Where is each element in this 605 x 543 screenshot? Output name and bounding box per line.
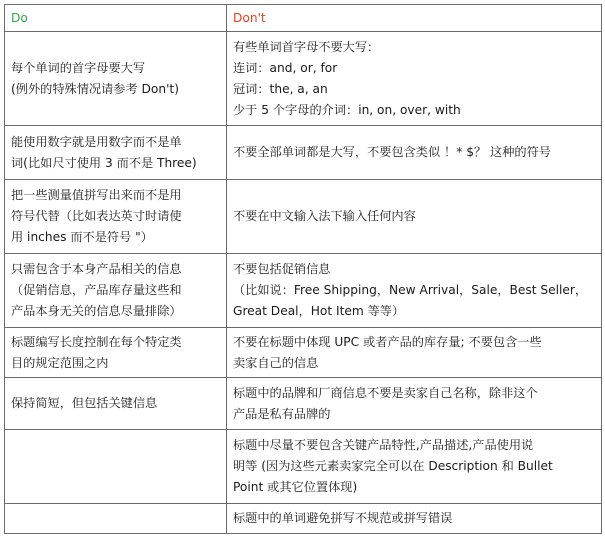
table-row xyxy=(5,180,602,254)
dont-text-line: Great Deal，Hot Item 等等） xyxy=(233,304,405,318)
do-text-line: 产品本身无关的信息尽量排除） xyxy=(11,304,182,318)
dont-text-line: Point 或其它位置体现) xyxy=(233,480,358,494)
dont-text-line: （比如说：Free Shipping，New Arrival，Sale，Best Seller， xyxy=(233,283,588,297)
table-row xyxy=(5,126,602,180)
do-text-line: （促销信息，产品库存量这些和 xyxy=(11,283,182,297)
do-cell xyxy=(5,180,227,254)
dont-text-line: 不要在标题中体现 UPC 或者产品的库存量; 不要包含一些 xyxy=(233,334,542,349)
dont-text-line: 不要在中文输入法下输入任何内容 xyxy=(233,209,416,223)
dont-text-line: 标题中的品牌和厂商信息不要是卖家自己名称，除非这个 xyxy=(233,385,538,400)
dont-text-line: 不要包括促销信息 xyxy=(233,262,331,276)
do-cell xyxy=(5,32,227,126)
table-row xyxy=(5,32,602,126)
do-text-line: 用 inches 而不是符号 "） xyxy=(11,230,153,244)
dont-text-line: 连词：and, or, for xyxy=(233,60,338,75)
table-row xyxy=(5,254,602,328)
do-cell xyxy=(5,328,227,378)
table-row xyxy=(5,504,602,534)
dont-cell xyxy=(227,254,602,328)
table-header-row xyxy=(5,5,602,32)
table-row xyxy=(5,430,602,504)
dont-text-line: 卖家自己的信息 xyxy=(233,355,319,370)
do-cell-empty xyxy=(5,430,227,504)
do-cell-empty xyxy=(5,504,227,534)
dont-text-line: 有些单词首字母不要大写： xyxy=(233,39,380,54)
do-text-line: 目的规定范围之内 xyxy=(11,355,109,370)
dont-cell xyxy=(227,126,602,180)
guidelines-page xyxy=(4,4,601,539)
table-row xyxy=(5,378,602,430)
do-text-line: 标题编写长度控制在每个特定类 xyxy=(11,334,182,349)
dont-cell xyxy=(227,32,602,126)
dont-cell xyxy=(227,328,602,378)
dont-cell xyxy=(227,378,602,430)
dont-cell xyxy=(227,504,602,534)
do-cell xyxy=(5,254,227,328)
do-text-line: 每个单词的首字母要大写 xyxy=(11,60,146,75)
dont-text-line: 标题中尽量不要包含关键产品特性,产品描述,产品使用说 xyxy=(233,438,534,452)
do-text-line: 符号代替（比如表达英寸时请使 xyxy=(11,209,182,223)
do-cell xyxy=(5,378,227,430)
do-text-line: (例外的特殊情况请参考 Don't) xyxy=(11,81,179,96)
do-text-line: 词(比如尺寸使用 3 而不是 Three) xyxy=(11,155,197,170)
dont-cell xyxy=(227,180,602,254)
do-text-line: 只需包含于本身产品相关的信息 xyxy=(11,262,182,276)
title-guidelines-table xyxy=(4,4,602,534)
do-column-header: Do xyxy=(5,5,227,32)
dont-cell xyxy=(227,430,602,504)
dont-text-line: 标题中的单词避免拼写不规范或拼写错误 xyxy=(233,511,453,525)
dont-text-line: 冠词：the, a, an xyxy=(233,81,328,96)
do-text-line: 保持简短，但包括关键信息 xyxy=(11,396,158,410)
dont-text-line: 不要全部单词都是大写，不要包含类似 ！* $？ 这种的符号 xyxy=(233,145,551,159)
dont-text-line: 少于 5 个字母的介词：in, on, over, with xyxy=(233,102,461,117)
dont-text-line: 产品是私有品牌的 xyxy=(233,406,331,421)
dont-column-header: Don't xyxy=(227,5,602,32)
do-text-line: 把一些测量值拼写出来而不是用 xyxy=(11,188,182,202)
do-cell xyxy=(5,126,227,180)
do-text-line: 能使用数字就是用数字而不是单 xyxy=(11,134,182,149)
table-row xyxy=(5,328,602,378)
dont-text-line: 明等 (因为这些元素卖家完全可以在 Description 和 Bullet xyxy=(233,459,553,473)
